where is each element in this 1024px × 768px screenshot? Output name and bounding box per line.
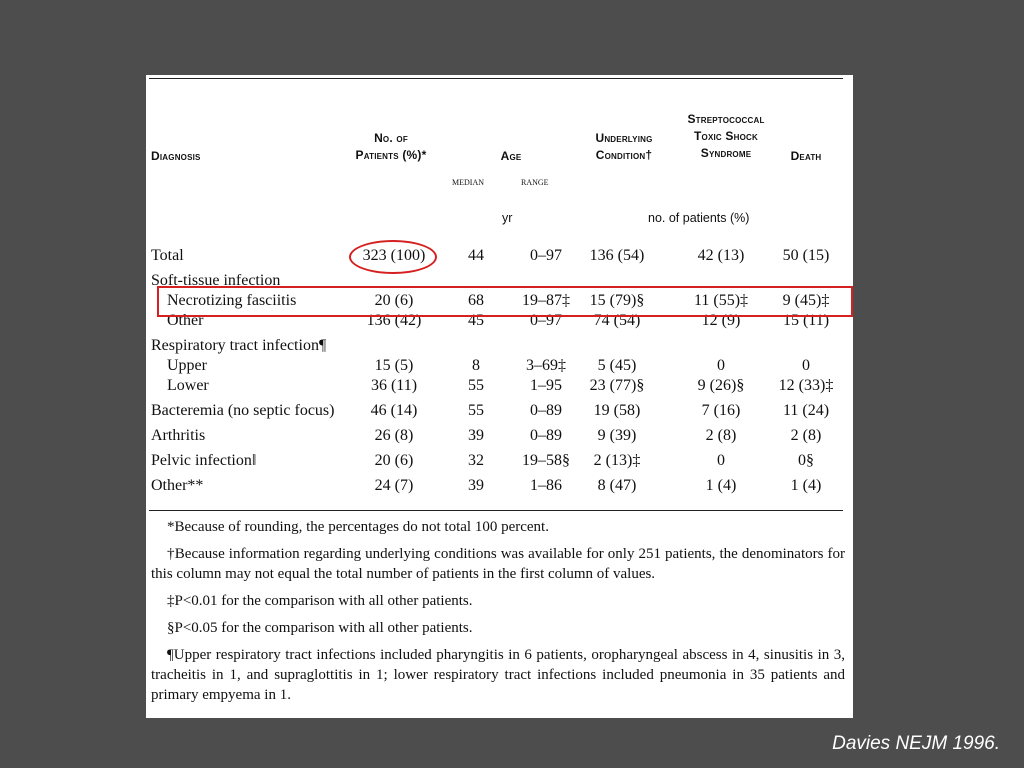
underlying-cell: 74 (54) (593, 312, 641, 329)
underlying-cell: 8 (47) (597, 477, 637, 494)
death-cell: 9 (45)‡ (782, 292, 830, 309)
tss-cell: 2 (8) (705, 427, 737, 444)
header-age: Age (500, 149, 522, 163)
patients-cell: 20 (6) (374, 452, 414, 469)
diagnosis-cell: Necrotizing fasciitis (167, 292, 297, 309)
tss-cell: 12 (9) (701, 312, 741, 329)
age-range-cell: 1–95 (530, 377, 562, 394)
table-row (146, 401, 853, 421)
death-cell: 11 (24) (782, 402, 830, 419)
tss-cell: 7 (16) (701, 402, 741, 419)
header-death: Death (790, 149, 822, 163)
table-row (146, 476, 853, 496)
underlying-cell: 2 (13)‡ (593, 452, 641, 469)
patients-cell: 136 (42) (366, 312, 422, 329)
age-range-cell: 19–58§ (522, 452, 570, 469)
footnote-p005: §P<0.05 for the comparison with all other patients. (167, 620, 473, 636)
tss-cell: 0 (717, 452, 725, 469)
death-cell: 15 (11) (782, 312, 830, 329)
footnote-respiratory: ¶Upper respiratory tract infections included pharyngitis in 6 patients, oropharyngeal abscess in 4, sinusitis in 3, tracheitis in 1, and supraglottitis in 1; lower respiratory tract infections included pneumonia in 35 patients and primary empyema in 1. (151, 647, 845, 703)
median-age-cell: 55 (468, 402, 484, 419)
age-range-cell: 0–89 (530, 402, 562, 419)
death-cell: 0§ (798, 452, 814, 469)
age-range-cell: 0–89 (530, 427, 562, 444)
diagnosis-cell: Upper (167, 357, 207, 374)
unit-years: yr (502, 211, 513, 225)
citation: Davies NEJM 1996. (832, 733, 1000, 754)
patients-cell: 323 (100) (362, 247, 426, 264)
unit-patients-percent: no. of patients (%) (648, 211, 750, 225)
diagnosis-cell: Other** (151, 477, 204, 494)
table-row (146, 451, 853, 471)
table-row (146, 376, 853, 396)
table-row (146, 246, 853, 266)
median-age-cell: 68 (468, 292, 484, 309)
table-row (146, 356, 853, 376)
age-range-cell: 0–97 (530, 312, 562, 329)
footnotes (151, 517, 845, 712)
header-diagnosis: Diagnosis (151, 149, 201, 163)
median-age-cell: 8 (472, 357, 480, 374)
underlying-cell: 136 (54) (589, 247, 645, 264)
tss-cell: 42 (13) (697, 247, 745, 264)
subheader-range: range (521, 176, 549, 188)
age-range-cell: 1–86 (530, 477, 562, 494)
underlying-cell: 9 (39) (597, 427, 637, 444)
header-no-patients: No. of Patients (%)* (355, 131, 427, 162)
diagnosis-cell: Pelvic infection‖ (151, 452, 257, 469)
table-row (146, 336, 853, 356)
age-range-cell: 19–87‡ (522, 292, 570, 309)
highlight-box (157, 286, 853, 317)
death-cell: 50 (15) (782, 247, 830, 264)
tss-cell: 11 (55)‡ (693, 292, 749, 309)
age-range-cell: 0–97 (530, 247, 562, 264)
footnote-rule (149, 510, 843, 511)
diagnosis-cell: Total (151, 247, 184, 264)
patients-cell: 36 (11) (370, 377, 418, 394)
diagnosis-cell: Other (167, 312, 204, 329)
diagnosis-cell: Lower (167, 377, 209, 394)
patients-cell: 26 (8) (374, 427, 414, 444)
highlight-circle (349, 240, 437, 274)
median-age-cell: 39 (468, 427, 484, 444)
patients-cell: 46 (14) (370, 402, 418, 419)
footnote-underlying: †Because information regarding underlying conditions was available for only 251 patients, the denominators for this column may not equal the total number of patients in the first column of values. (151, 546, 845, 582)
age-range-cell: 3–69‡ (526, 357, 566, 374)
header-toxic-shock: Streptococcal Toxic Shock Syndrome (687, 112, 765, 160)
table-page (146, 75, 853, 718)
patients-cell: 24 (7) (374, 477, 414, 494)
footnote-p001: ‡P<0.01 for the comparison with all other patients. (167, 593, 473, 609)
death-cell: 1 (4) (790, 477, 822, 494)
underlying-cell: 15 (79)§ (589, 292, 645, 309)
tss-cell: 9 (26)§ (697, 377, 745, 394)
patients-cell: 15 (5) (374, 357, 414, 374)
underlying-cell: 5 (45) (597, 357, 637, 374)
median-age-cell: 39 (468, 477, 484, 494)
patients-cell: 20 (6) (374, 292, 414, 309)
death-cell: 12 (33)‡ (778, 377, 834, 394)
death-cell: 2 (8) (790, 427, 822, 444)
footnote-rounding: *Because of rounding, the percentages do not total 100 percent. (167, 519, 549, 535)
diagnosis-group-cell: Respiratory tract infection¶ (151, 337, 327, 354)
death-cell: 0 (802, 357, 810, 374)
subheader-median: median (452, 176, 484, 188)
diagnosis-cell: Bacteremia (no septic focus) (151, 402, 335, 419)
median-age-cell: 32 (468, 452, 484, 469)
underlying-cell: 23 (77)§ (589, 377, 645, 394)
median-age-cell: 44 (468, 247, 484, 264)
tss-cell: 0 (717, 357, 725, 374)
underlying-cell: 19 (58) (593, 402, 641, 419)
median-age-cell: 55 (468, 377, 484, 394)
diagnosis-cell: Arthritis (151, 427, 206, 444)
table-row (146, 426, 853, 446)
top-rule (149, 78, 843, 79)
diagnosis-group-cell: Soft-tissue infection (151, 272, 281, 289)
tss-cell: 1 (4) (705, 477, 737, 494)
header-underlying-condition: Underlying Condition† (595, 131, 653, 162)
median-age-cell: 45 (468, 312, 484, 329)
